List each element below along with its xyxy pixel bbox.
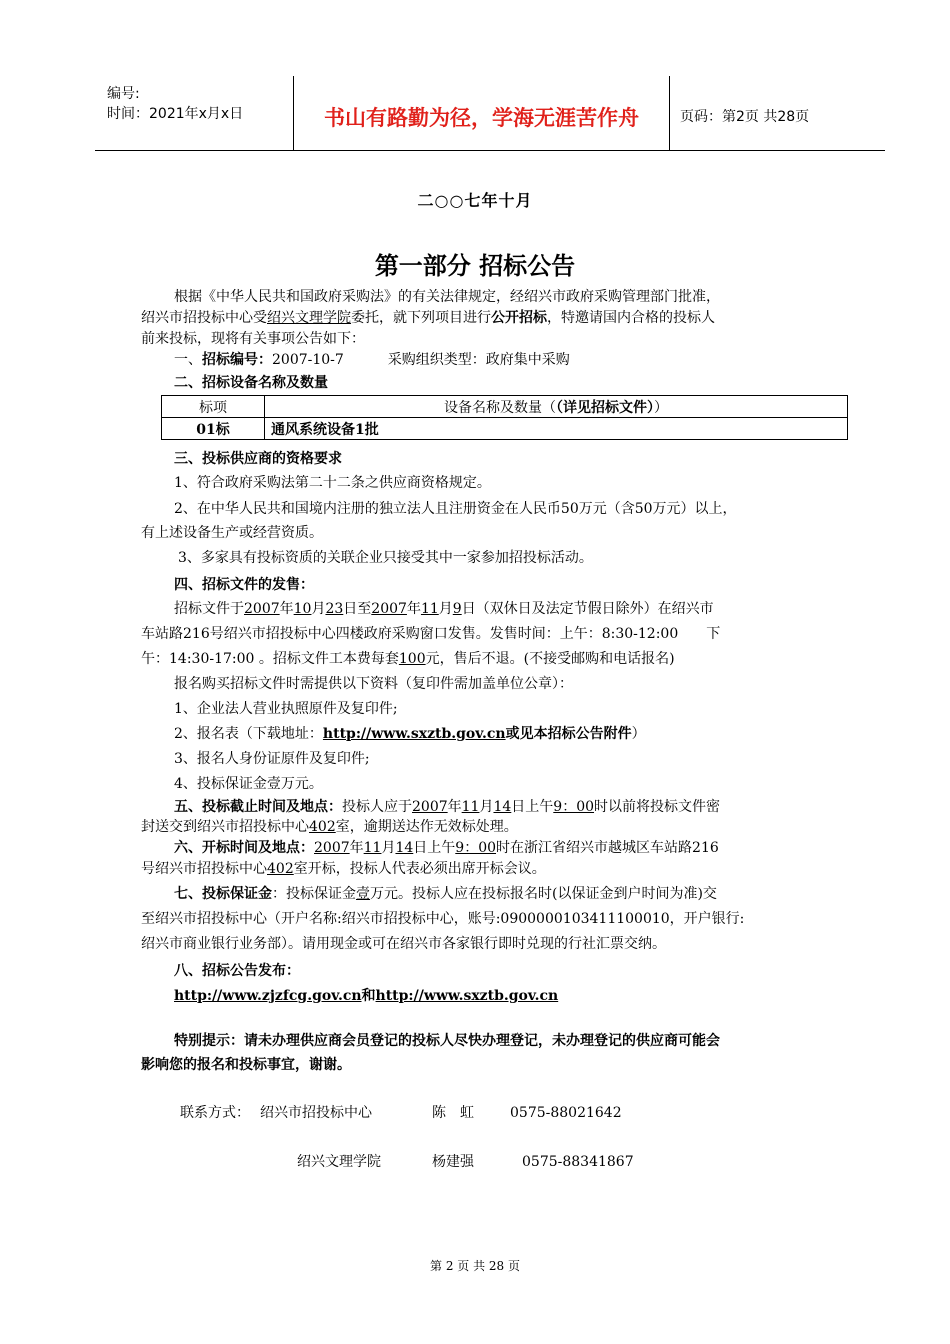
list-item: 有上述设备生产或经营资质。 bbox=[141, 525, 323, 541]
list-item: 1、企业法人营业执照原件及复印件; bbox=[174, 701, 398, 717]
list-item: 2、报名表（下载地址：http://www.sxztb.gov.cn或见本招标公告附件） bbox=[174, 726, 646, 742]
sxztb-link[interactable]: http://www.sxztb.gov.cn bbox=[375, 988, 559, 1004]
intro-line-2: 绍兴市招投标中心受绍兴文理学院委托，就下列项目进行公开招标，特邀请国内合格的投标人 bbox=[141, 310, 715, 326]
list-item: 3、报名人身份证原件及复印件; bbox=[174, 751, 370, 767]
section-8-title: 八、招标公告发布： bbox=[174, 963, 300, 979]
header-info-cell bbox=[95, 76, 293, 150]
table-header-cell: 设备名称及数量（（详见招标文件）） bbox=[265, 396, 848, 418]
contact-org-1: 绍兴市招投标中心 bbox=[260, 1105, 372, 1121]
contact-name-2: 杨建强 bbox=[432, 1154, 474, 1170]
section-8-links: http://www.zjzfcg.gov.cn和http://www.sxztb.gov.cn bbox=[174, 988, 559, 1004]
table-cell: 通风系统设备1批 bbox=[265, 418, 848, 440]
section-5-line-2: 封送交到绍兴市招投标中心402室，逾期送达作无效标处理。 bbox=[141, 819, 518, 835]
download-link[interactable]: http://www.sxztb.gov.cn bbox=[322, 726, 506, 742]
contact-phone-1: 0575-88021642 bbox=[510, 1105, 622, 1121]
page-header bbox=[95, 76, 885, 151]
section-6-line-1: 六、开标时间及地点：2007年11月14日上午9：00时在浙江省绍兴市越城区车站路216 bbox=[174, 840, 719, 856]
intro-line-3: 前来投标，现将有关事项公告如下： bbox=[141, 331, 365, 347]
section-4-line-3: 午：14:30-17:00 。招标文件工本费每套100元，售后不退。(不接受邮购和电话报名) bbox=[141, 651, 675, 667]
client-name: 绍兴文理学院 bbox=[267, 310, 351, 326]
list-item: 2、在中华人民共和国境内注册的独立法人且注册资金在人民币50万元（含50万元）以上， bbox=[174, 501, 737, 517]
contact-name-1: 陈 虹 bbox=[432, 1105, 474, 1121]
contact-org-2: 绍兴文理学院 bbox=[297, 1154, 381, 1170]
date-line: 二○○七年十月 bbox=[417, 191, 533, 210]
time-label: 时间：2021年x月x日 bbox=[107, 106, 244, 122]
section-2-title: 二、招标设备名称及数量 bbox=[174, 375, 328, 391]
section-1: 一、招标编号：2007-10-7 采购组织类型：政府集中采购 bbox=[174, 352, 570, 368]
page-footer: 第 2 页 共 28 页 bbox=[430, 1259, 520, 1273]
section-7-line-3: 绍兴市商业银行业务部）。请用现金或可在绍兴市各家银行即时兑现的行社汇票交纳。 bbox=[141, 936, 666, 952]
table-row bbox=[162, 418, 848, 440]
section-4-title: 四、招标文件的发售： bbox=[174, 577, 314, 593]
header-motto-cell bbox=[293, 76, 670, 150]
intro-line-1: 根据《中华人民共和国政府采购法》的有关法律规定，经绍兴市政府采购管理部门批准， bbox=[174, 289, 720, 305]
notice-line-2: 影响您的报名和投标事宜，谢谢。 bbox=[141, 1057, 351, 1073]
zjzfcg-link[interactable]: http://www.zjzfcg.gov.cn bbox=[174, 988, 362, 1004]
section-4-line-4: 报名购买招标文件时需提供以下资料（复印件需加盖单位公章）： bbox=[174, 676, 573, 692]
contact-label: 联系方式： bbox=[180, 1105, 250, 1121]
table-header-row bbox=[162, 396, 848, 418]
motto: 书山有路勤为径，学海无涯苦作舟 bbox=[324, 106, 639, 130]
list-item: 4、投标保证金壹万元。 bbox=[174, 776, 323, 792]
equipment-table bbox=[161, 395, 848, 440]
section-6-line-2: 号绍兴市招投标中心402室开标，投标人代表必须出席开标会议。 bbox=[141, 861, 546, 877]
list-item: 1、符合政府采购法第二十二条之供应商资格规定。 bbox=[174, 475, 491, 491]
page-title: 第一部分 招标公告 bbox=[374, 252, 576, 280]
contact-phone-2: 0575-88341867 bbox=[522, 1154, 634, 1170]
section-4-line-1: 招标文件于2007年10月23日至2007年11月9日（双休日及法定节假日除外）在绍兴市 bbox=[174, 601, 714, 617]
notice-line-1: 特别提示：请未办理供应商会员登记的投标人尽快办理登记，未办理登记的供应商可能会 bbox=[174, 1033, 720, 1049]
table-cell: 01标 bbox=[162, 418, 265, 440]
page-info: 页码：第2页 共28页 bbox=[680, 109, 810, 125]
section-5-line-1: 五、投标截止时间及地点：投标人应于2007年11月14日上午9：00时以前将投标文件密 bbox=[174, 799, 721, 815]
section-4-line-2: 车站路216号绍兴市招投标中心四楼政府采购窗口发售。发售时间：上午：8:30-12:00 下 bbox=[141, 626, 721, 642]
section-3-title: 三、投标供应商的资格要求 bbox=[174, 451, 342, 467]
list-item: 3、多家具有投标资质的关联企业只接受其中一家参加招投标活动。 bbox=[178, 550, 593, 566]
table-header-cell: 标项 bbox=[162, 396, 265, 418]
number-label: 编号: bbox=[107, 86, 140, 102]
section-7-line-1: 七、投标保证金：投标保证金壹万元。投标人应在投标报名时(以保证金到户时间为准)交 bbox=[174, 886, 717, 902]
section-7-line-2: 至绍兴市招投标中心（开户名称:绍兴市招投标中心，账号:0900000103411100010，开户银行: bbox=[141, 911, 745, 927]
